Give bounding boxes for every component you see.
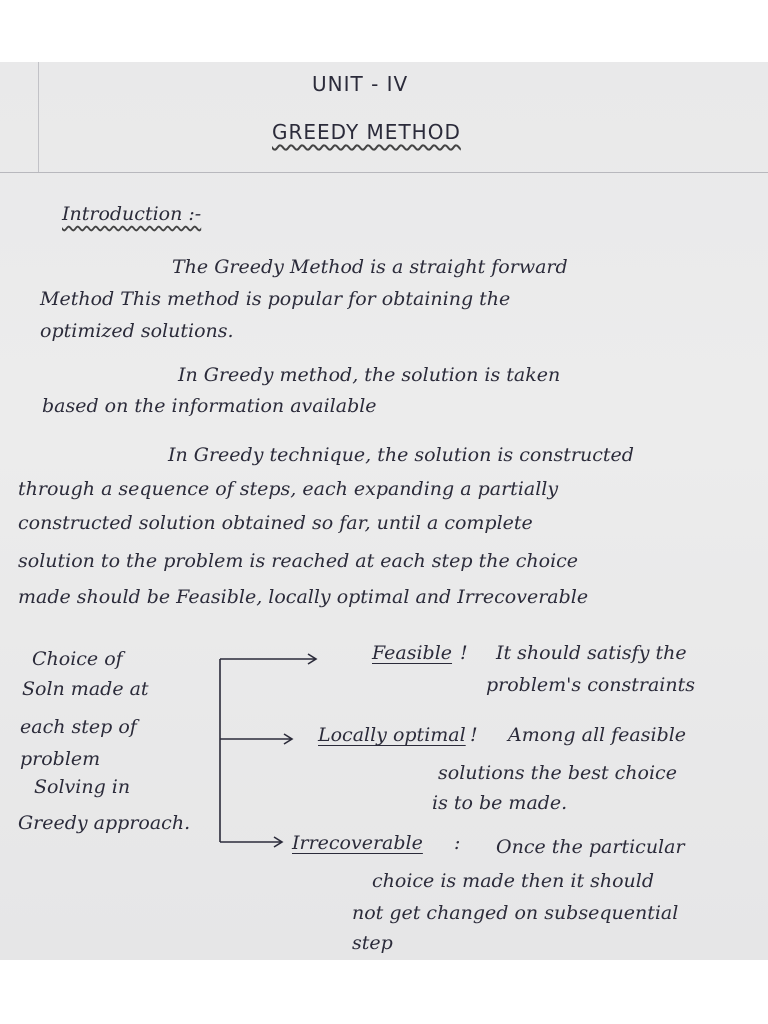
unit-heading: UNIT - IV <box>312 72 409 96</box>
choice-label-line: problem <box>20 748 101 770</box>
paragraph-line: Method This method is popular for obtaining the <box>40 288 511 310</box>
paragraph-line: The Greedy Method is a straight forward <box>172 256 568 278</box>
property-line: solutions the best choice <box>438 762 677 784</box>
paragraph-line: based on the information available <box>42 395 377 417</box>
property-term: Irrecoverable <box>292 832 423 854</box>
property-colon: ! <box>460 642 468 664</box>
paragraph-line: through a sequence of steps, each expanding a partially <box>18 478 559 500</box>
notebook-page <box>0 62 768 960</box>
paragraph-line: In Greedy method, the solution is taken <box>178 364 561 386</box>
property-line: Among all feasible <box>508 724 687 746</box>
property-line: step <box>352 932 393 954</box>
property-line: It should satisfy the <box>496 642 687 664</box>
branch-arrows <box>0 62 768 960</box>
property-colon: ! <box>470 724 478 746</box>
property-colon: : <box>454 832 461 854</box>
property-term: Feasible <box>372 642 453 664</box>
paragraph-line: optimized solutions. <box>40 320 234 342</box>
choice-label-line: Soln made at <box>22 678 149 700</box>
property-line: choice is made then it should <box>372 870 655 892</box>
choice-label-line: each step of <box>20 716 137 738</box>
choice-label-line: Choice of <box>32 648 123 670</box>
section-heading: Introduction :- <box>62 203 202 225</box>
page-title: GREEDY METHOD <box>272 120 461 144</box>
property-term: Locally optimal <box>318 724 466 746</box>
paragraph-line: solution to the problem is reached at each step the choice <box>18 550 579 572</box>
choice-label-line: Greedy approach. <box>18 812 191 834</box>
property-line: is to be made. <box>432 792 568 814</box>
paragraph-line: constructed solution obtained so far, until a complete <box>18 512 533 534</box>
property-line: not get changed on subsequential <box>352 902 679 924</box>
paragraph-line: In Greedy technique, the solution is constructed <box>168 444 634 466</box>
choice-label-line: Solving in <box>34 776 131 798</box>
paragraph-line: made should be Feasible, locally optimal and Irrecoverable <box>18 586 589 608</box>
property-line: problem's constraints <box>486 674 696 696</box>
property-line: Once the particular <box>496 836 685 858</box>
